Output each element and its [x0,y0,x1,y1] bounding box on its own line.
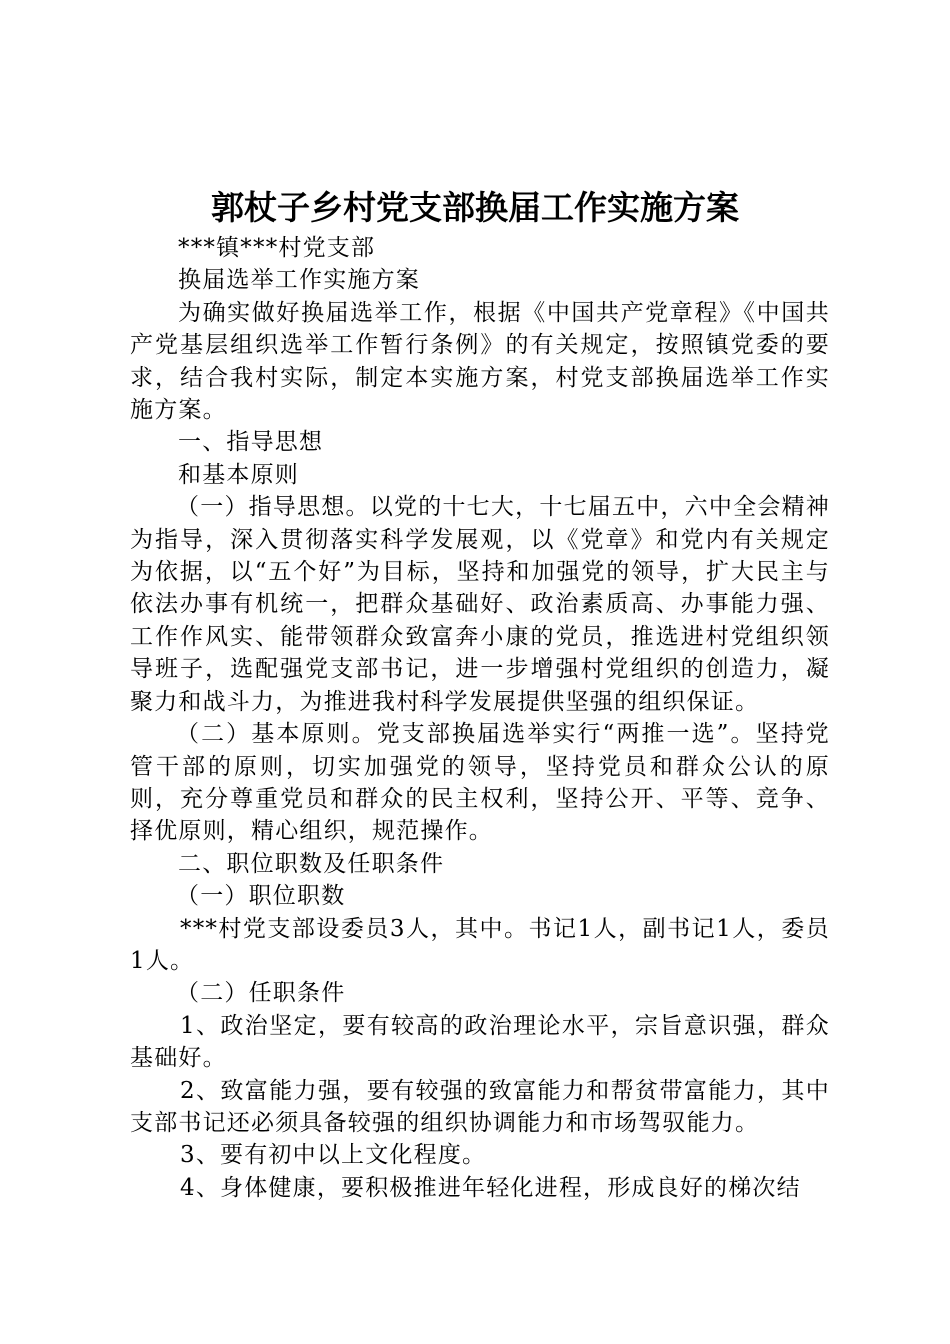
document-title: 郭杖子乡村党支部换届工作实施方案 [211,188,739,227]
paragraph-14: 3、要有初中以上文化程度。 [180,1142,487,1169]
paragraph-13: 2、致富能力强，要有较强的致富能力和帮贫带富能力，其中支部书记还必须具备较强的组织协调能力和市场驾驭能力。 [130,1077,830,1136]
paragraph-9: （一）职位职数 [176,883,346,910]
paragraph-7: （二）基本原则。党支部换届选举实行“两推一选”。坚持党管干部的原则，切实加强党的领导，坚持党员和群众公认的原则，充分尊重党员和群众的民主权利，坚持公开、平等、竞争、择优原则，精心组织，规范操作。 [130,721,830,845]
paragraph-4: 一、指导思想 [178,429,324,456]
document-body [130,232,830,1204]
paragraph-5: 和基本原则 [178,461,299,488]
paragraph-8: 二、职位职数及任职条件 [178,850,445,877]
paragraph-6: （一）指导思想。以党的十七大，十七届五中，六中全会精神为指导，深入贯彻落实科学发展观，以《党章》和党内有关规定为依据，以“五个好”为目标，坚持和加强党的领导，扩大民主与依法办事有机统一，把群众基础好、政治素质高、办事能力强、工作作风实、能带领群众致富奔小康的党员，推选进村党组织领导班子，选配强党支部书记，进一步增强村党组织的创造力，凝聚力和战斗力，为推进我村科学发展提供坚强的组织保证。 [130,494,830,715]
paragraph-1: ***镇***村党支部 [178,235,376,261]
paragraph-2: 换届选举工作实施方案 [178,267,420,294]
paragraph-3: 为确实做好换届选举工作，根据《中国共产党章程》《中国共产党基层组织选举工作暂行条例》的有关规定，按照镇党委的要求，结合我村实际，制定本实施方案，村党支部换届选举工作实施方案。 [130,299,830,424]
paragraph-10: ***村党支部设委员3人，其中。书记1人，副书记1人，委员1人。 [130,915,830,974]
paragraph-11: （二）任职条件 [176,980,346,1007]
paragraph-15: 4、身体健康，要积极推进年轻化进程，形成良好的梯次结 [180,1174,801,1201]
paragraph-12: 1、政治坚定，要有较高的政治理论水平，宗旨意识强，群众基础好。 [130,1012,830,1072]
